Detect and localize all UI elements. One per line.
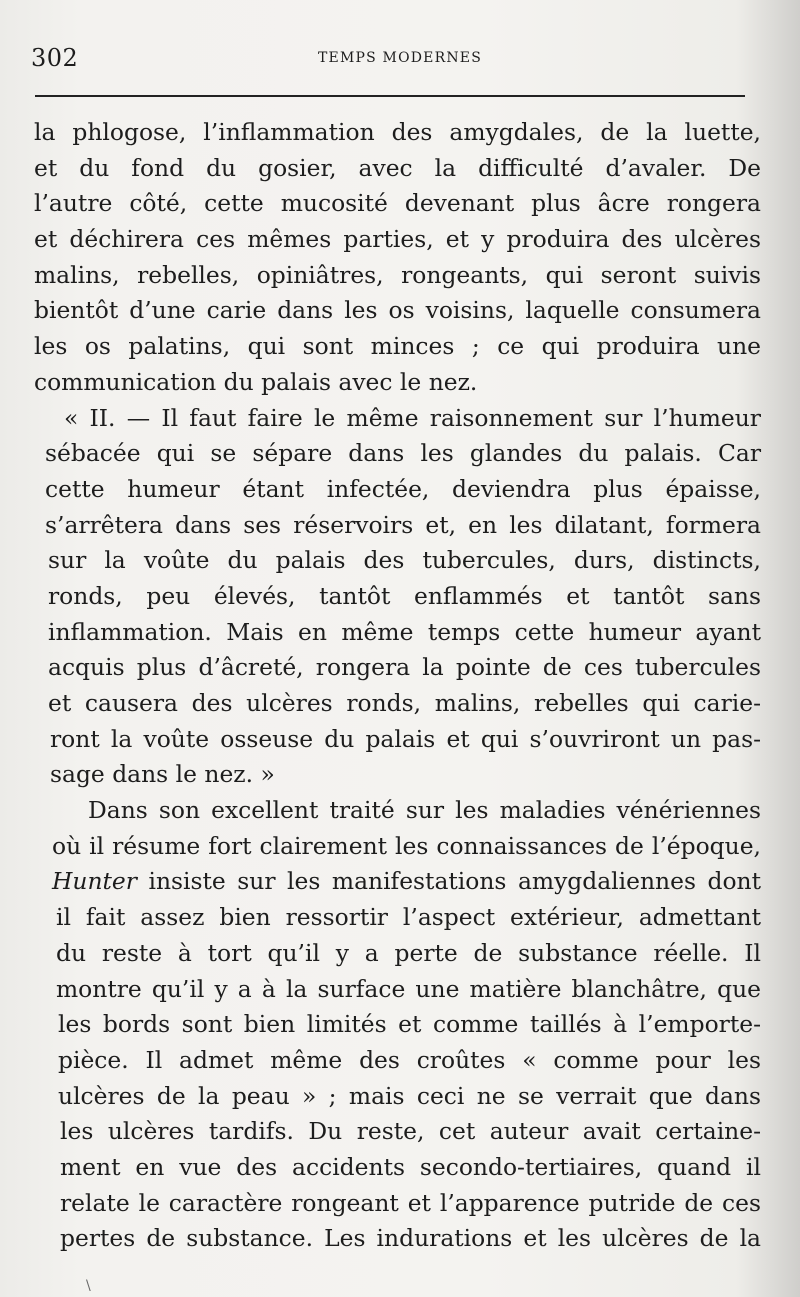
author-name: Hunter [52,867,137,896]
text-line: ulcères de la peau » ; mais ceci ne se verrait que dans [58,1081,761,1110]
text-line: et du fond du gosier, avec la difficulté d’avaler. De [34,153,761,182]
text-line: les os palatins, qui sont minces ; ce qui produira une [34,332,761,361]
text-line: ronds, peu élevés, tantôt enflammés et tantôt sans [48,581,761,610]
stray-mark: \ [86,1278,91,1294]
running-title: TEMPS MODERNES [317,50,482,66]
text-line: les ulcères tardifs. Du reste, cet auteur avait certaine- [60,1117,761,1146]
text-line: ment en vue des accidents secondo-tertiaires, quand il [60,1152,761,1181]
text-line: Hunter insiste sur les manifestations amygdaliennes dont [52,867,761,896]
text-line: sébacée qui se sépare dans les glandes du palais. Car [45,439,761,468]
paragraph-start-line: Dans son excellent traité sur les maladies vénériennes [88,796,761,825]
text-line: s’arrêtera dans ses réservoirs et, en les dilatant, formera [45,510,761,539]
text-line: acquis plus d’âcreté, rongera la pointe de ces tubercules [48,653,761,682]
text-line: il fait assez bien ressortir l’aspect extérieur, admettant [56,903,761,932]
text-line: cette humeur étant infectée, deviendra plus épaisse, [45,474,761,503]
text-line: pièce. Il admet même des croûtes « comme pour les [58,1045,761,1074]
text-line: inflammation. Mais en même temps cette humeur ayant [48,617,761,646]
text-line: malins, rebelles, opiniâtres, rongeants, qui seront suivis [34,260,761,289]
text-line: où il résume fort clairement les connaissances de l’époque, [52,831,761,860]
text-line: l’autre côté, cette mucosité devenant plus âcre rongera [34,189,761,218]
text-line: communication du palais avec le nez. [34,367,478,396]
text-line: et causera des ulcères ronds, malins, rebelles qui carie- [48,689,761,717]
text-line: la phlogose, l’inflammation des amygdales, de la luette, [34,118,761,146]
text-line: sage dans le nez. » [50,760,275,789]
text-line: et déchirera ces mêmes parties, et y produira des ulcères [34,225,761,254]
text-line: ront la voûte osseuse du palais et qui s’ouvriront un pas- [50,724,761,753]
text-line: du reste à tort qu’il y a perte de substance réelle. Il [56,938,761,967]
text-line: bientôt d’une carie dans les os voisins, laquelle consumera [34,296,761,325]
text-line: les bords sont bien limités et comme taillés à l’emporte- [58,1010,761,1039]
text-line: sur la voûte du palais des tubercules, durs, distincts, [48,546,761,575]
text-line: montre qu’il y a à la surface une matière blanchâtre, que [56,974,761,1003]
text-line: relate le caractère rongeant et l’apparence putride de ces [60,1188,761,1217]
body-text [34,115,761,1257]
header-rule [35,95,745,97]
page-number: 302 [31,44,79,72]
text-line: pertes de substance. Les indurations et les ulcères de la [60,1224,761,1253]
paragraph-start-line: « II. — Il faut faire le même raisonnement sur l’humeur [64,403,761,432]
